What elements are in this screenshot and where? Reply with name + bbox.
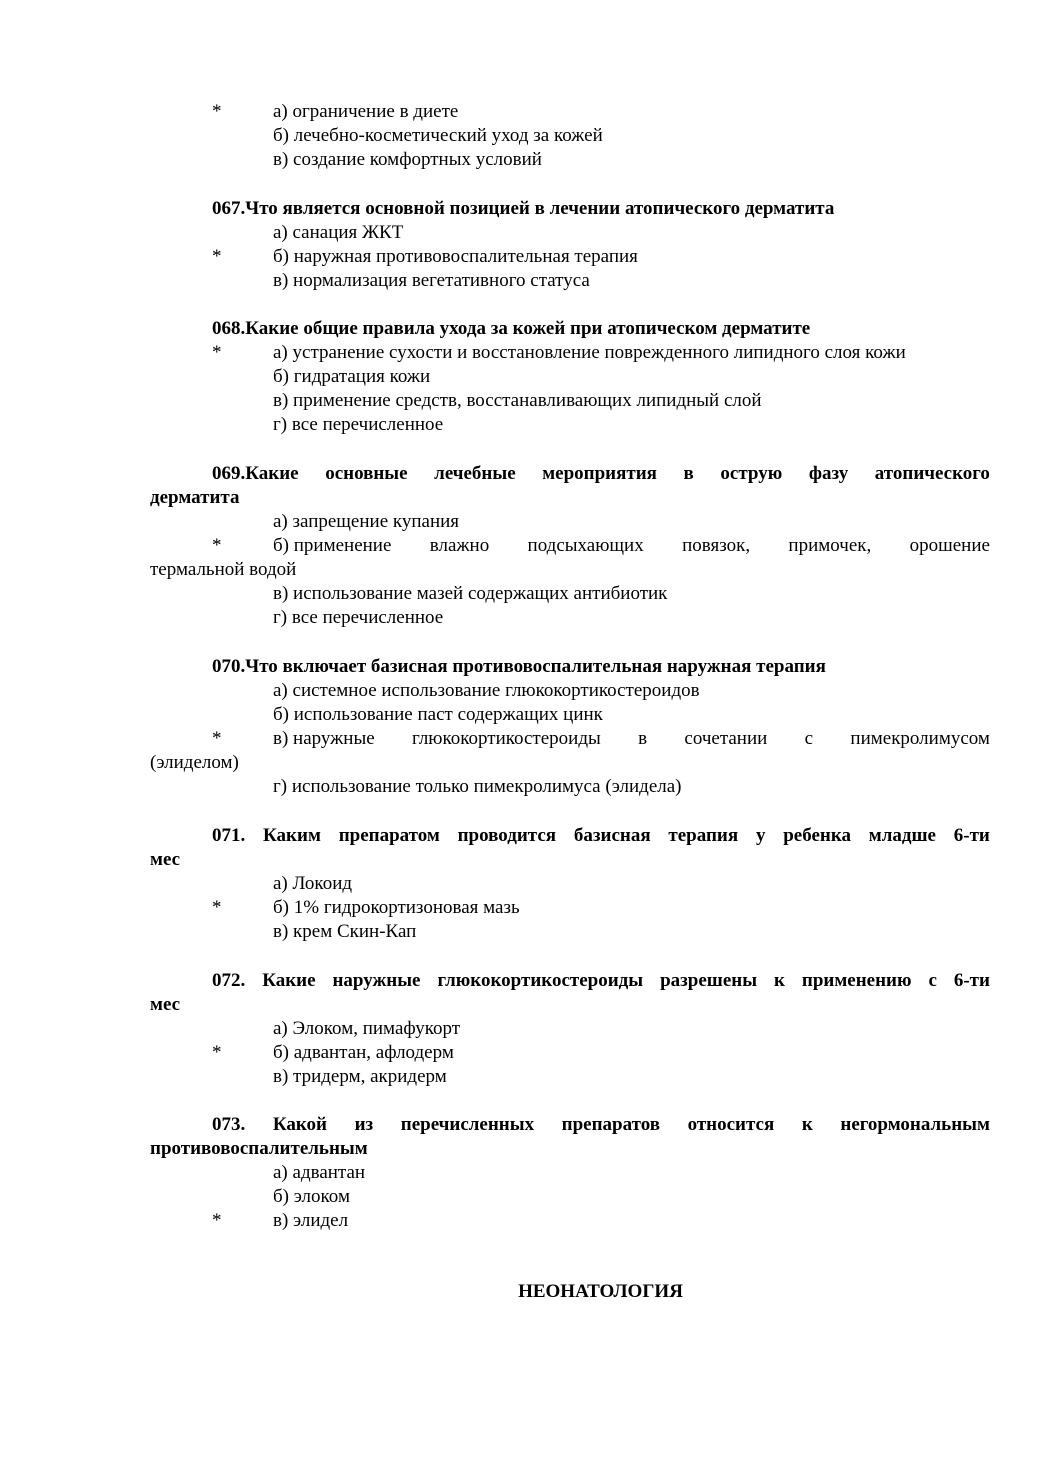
answer-option-line1	[273, 534, 990, 558]
question-word: 6-ти	[953, 825, 990, 846]
question-word: Какой	[272, 1114, 327, 1135]
answer-word: повязок,	[682, 535, 751, 556]
answer-word: с	[804, 728, 814, 749]
question-word: наружные	[332, 970, 421, 991]
question-071-line1	[212, 824, 990, 848]
answer-option: г) все перечисленное	[273, 607, 444, 628]
answer-option: а) устранение сухости и восстановление поврежденного липидного слоя кожи	[273, 342, 906, 363]
correct-answer-marker: *	[212, 1042, 222, 1063]
question-word: применению	[801, 970, 912, 991]
question-word: младше	[868, 825, 936, 846]
answer-option: г) использование только пимекролимуса (элидела)	[273, 776, 682, 797]
question-072-line2: мес	[150, 994, 181, 1015]
question-word: базисная	[573, 825, 651, 846]
answer-word: глюкокортикостероиды	[411, 728, 601, 749]
question-069-line1	[212, 462, 990, 486]
question-number: 070.	[212, 656, 246, 677]
question-word: основные	[325, 463, 408, 484]
question-word: разрешены	[660, 970, 758, 991]
question-text: Какие общие правила ухода за кожей при атопическом дерматите	[245, 318, 811, 339]
question-number: 067.	[212, 198, 246, 219]
question-word: перечисленных	[400, 1114, 535, 1135]
answer-option: в) создание комфортных условий	[273, 149, 542, 170]
answer-option: б) 1% гидрокортизоновая мазь	[273, 897, 520, 918]
answer-word: подсыхающих	[527, 535, 644, 556]
question-word: проводится	[457, 825, 557, 846]
correct-answer-marker: *	[212, 897, 222, 918]
question-word: 073.	[212, 1114, 246, 1135]
question-word: препаратов	[561, 1114, 660, 1135]
question-073-line2: противовоспалительным	[150, 1138, 368, 1159]
answer-option: в) нормализация вегетативного статуса	[273, 270, 590, 291]
answer-option: б) использование паст содержащих цинк	[273, 704, 603, 725]
question-word: относится	[687, 1114, 775, 1135]
correct-answer-marker: *	[212, 101, 222, 122]
answer-option: а) Элоком, пимафукорт	[273, 1018, 461, 1039]
answer-word: в) наружные	[273, 728, 375, 749]
question-067	[212, 197, 834, 221]
question-068	[212, 317, 810, 341]
answer-option: г) все перечисленное	[273, 414, 444, 435]
correct-answer-marker: *	[212, 246, 222, 267]
answer-option: а) системное использование глюкокортикостероидов	[273, 680, 700, 701]
answer-option: а) Локоид	[273, 873, 353, 894]
correct-answer-marker: *	[212, 342, 222, 363]
answer-word: б) применение	[273, 535, 392, 556]
question-word: 6-ти	[953, 970, 990, 991]
answer-word: в	[638, 728, 648, 749]
answer-word: орошение	[909, 535, 990, 556]
question-word: с	[928, 970, 937, 991]
answer-option: б) гидратация кожи	[273, 366, 431, 387]
answer-option-line1	[273, 727, 990, 751]
question-word: из	[354, 1114, 374, 1135]
answer-option: в) использование мазей содержащих антибиотик	[273, 583, 668, 604]
answer-option: б) лечебно-косметический уход за кожей	[273, 125, 603, 146]
question-071-line2: мес	[150, 849, 181, 870]
question-word: Каким	[263, 825, 321, 846]
question-069-line2: дерматита	[150, 487, 240, 508]
question-text: Что включает базисная противовоспалительная наружная терапия	[245, 656, 826, 677]
question-word: лечебные	[434, 463, 516, 484]
answer-option-line2: (элиделом)	[150, 752, 239, 773]
question-word: препаратом	[338, 825, 440, 846]
answer-word: влажно	[429, 535, 490, 556]
question-word: к	[801, 1114, 813, 1135]
answer-option: в) применение средств, восстанавливающих липидный слой	[273, 390, 762, 411]
question-070	[212, 655, 826, 679]
question-word: ребенка	[783, 825, 852, 846]
question-word: в	[683, 463, 694, 484]
answer-word: сочетании	[684, 728, 768, 749]
answer-option: а) ограничение в диете	[273, 101, 459, 122]
answer-option: в) тридерм, акридерм	[273, 1066, 447, 1087]
correct-answer-marker: *	[212, 1210, 222, 1231]
question-number: 068.	[212, 318, 246, 339]
answer-option: б) адвантан, афлодерм	[273, 1042, 454, 1063]
question-word: глюкокортикостероиды	[437, 970, 644, 991]
question-word: 071.	[212, 825, 246, 846]
correct-answer-marker: *	[212, 535, 222, 556]
question-072-line1	[212, 969, 990, 993]
question-word: 072.	[212, 970, 246, 991]
question-word: атопического	[874, 463, 990, 484]
question-word: фазу	[808, 463, 849, 484]
answer-option: в) элидел	[273, 1210, 349, 1231]
question-word: у	[755, 825, 766, 846]
question-word: к	[773, 970, 785, 991]
question-word: 069.Какие	[212, 463, 299, 484]
answer-option: а) запрещение купания	[273, 511, 460, 532]
section-heading: НЕОНАТОЛОГИЯ	[518, 1281, 683, 1302]
answer-option-line2: термальной водой	[150, 559, 297, 580]
question-word: мероприятия	[542, 463, 657, 484]
question-word: терапия	[668, 825, 739, 846]
answer-option: в) крем Скин-Кап	[273, 921, 417, 942]
question-text: Что является основной позицией в лечении атопического дерматита	[245, 198, 835, 219]
question-word: негормональным	[840, 1114, 990, 1135]
answer-option: а) адвантан	[273, 1162, 366, 1183]
question-word: Какие	[262, 970, 316, 991]
question-073-line1	[212, 1113, 990, 1137]
correct-answer-marker: *	[212, 728, 222, 749]
answer-option: б) наружная противовоспалительная терапия	[273, 246, 638, 267]
answer-word: пимекролимусом	[850, 728, 990, 749]
answer-word: примочек,	[788, 535, 872, 556]
answer-option: а) санация ЖКТ	[273, 222, 404, 243]
question-word: острую	[720, 463, 783, 484]
answer-option: б) элоком	[273, 1186, 350, 1207]
